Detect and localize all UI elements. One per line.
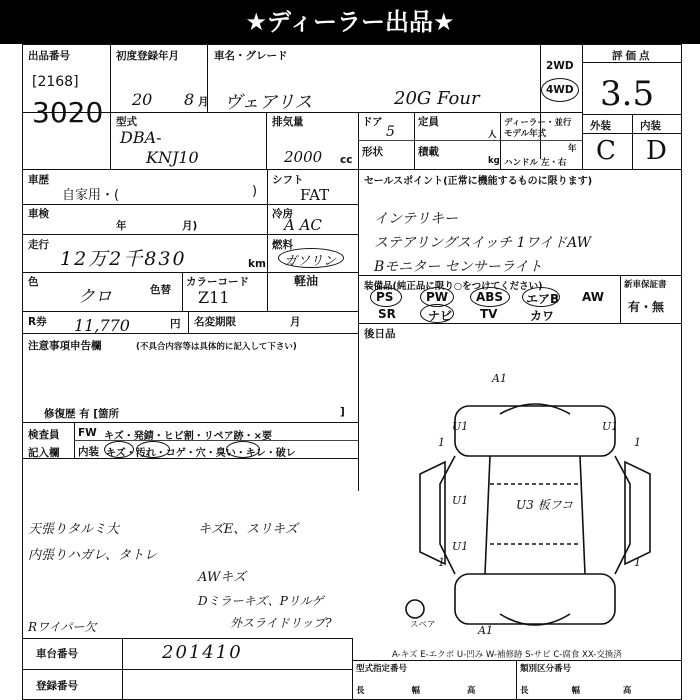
class-number-label: 類別区分番号 [520,664,572,674]
color-value: クロ [78,287,112,307]
mileage-label: 走行 [28,239,49,251]
recycle-label: R券 [28,316,47,328]
equip-navi: ナビ [428,309,453,323]
damage-u1-front-right: U1 [602,420,619,433]
model-prefix: DBA- [120,128,162,147]
sales-point-label: セールスポイント(正常に機能するものに限ります) [364,176,593,187]
inspection-label: 車検 [28,208,49,220]
color-code-value: Z11 [198,288,230,307]
int-odor-circle [226,441,260,458]
equip-abs-circle [470,287,510,307]
doors-value: 5 [386,124,395,140]
mileage-value: 12万2千830 [60,248,187,270]
damage-1-left-rear: 1 [438,556,445,569]
equip-airbag-circle [522,287,560,307]
type-designation-label: 型式指定番号 [356,664,408,674]
divider [516,660,517,700]
chassis-value: 201410 [162,642,243,663]
registration-month: 8 [184,90,195,109]
divider [582,62,682,63]
divider [22,311,358,312]
score-label: 評価点 [612,50,653,62]
equip-leather: カワ [530,309,555,323]
drive-2wd: 2WD [546,60,574,72]
remark-scratch: キズE、スリキズ [198,522,298,537]
fuel-label: 燃料 [272,239,293,251]
damage-u1-rear: U1 [452,540,469,553]
remark-aw: AWキズ [198,570,246,585]
dealer-banner: ★ディーラー出品★ [0,0,700,44]
remark-mirror: Dミラーキズ、Pリルゲ [198,594,324,608]
recycle-unit: 円 [170,318,181,330]
divider [266,112,267,169]
divider [22,169,682,170]
remark-ceiling: 天張りタルミ大 [28,522,120,537]
inspector-int: 内装 [78,446,99,458]
divider [632,114,633,169]
ac-value: A AC [284,216,322,234]
notes-label: 注意事項申告欄 [28,340,102,352]
divider [582,133,682,134]
inspector-label2: 記入欄 [28,447,60,459]
divider [352,660,682,661]
dealer-label: ディーラー・並行 [504,118,572,128]
fuel-gas-circle [278,248,344,268]
usage-label: 車歴 [28,174,49,186]
remark-panel: 内張りハガレ、タトレ [28,548,157,563]
equip-tv: TV [480,307,498,321]
displacement-value: 2000 [284,148,323,166]
registration-year: 20 [132,90,153,109]
equip-navi-circle [420,304,454,323]
handle-label: ハンドル 左・右 [504,158,567,168]
new-car-book-value: 有・無 [628,300,665,314]
divider [358,323,682,324]
displacement-unit: cc [340,154,353,166]
drive-4wd-circle [541,78,579,102]
divider [22,669,352,670]
dims-left: 長 幅 高 [356,686,476,696]
car-grade: 20G Four [394,88,480,109]
load-unit: kg [488,156,500,166]
lot-number: 3020 [32,96,104,129]
capacity-unit: 人 [488,130,497,140]
displacement-label: 排気量 [272,116,304,128]
model-label: 型式 [116,116,137,128]
divider [358,140,582,141]
recycle-value: 11,770 [74,316,130,335]
divider [620,275,621,323]
reg-no-label: 登録番号 [36,680,78,692]
damage-1-left-front: 1 [438,436,445,449]
damage-u3-roof: U3 板フコ [516,498,573,512]
divider [182,272,183,311]
int-dirt-circle [136,441,170,458]
score-int-label: 内装 [640,120,661,132]
spare-label: スペア [410,620,436,630]
registration-label: 初度登録年月 [116,50,179,62]
inspection-year-unit: 年 [116,220,127,232]
score-value: 3.5 [600,74,655,114]
equip-pw: PW [426,290,449,304]
divider [188,311,189,333]
divider [267,169,268,311]
color-code-label: カラーコード [186,276,249,288]
equip-airbag: エアB [526,292,560,306]
auction-sheet [22,44,682,700]
score-ext: C [596,136,616,166]
usage-close: ) [252,184,258,199]
shift-label: シフト [272,174,304,186]
lot-label: 出品番号 [28,50,70,62]
extra-label: 後日品 [364,328,396,340]
dims-right: 長 幅 高 [520,686,632,696]
divider [110,44,111,169]
damage-a1-top: A1 [492,372,507,385]
color-label: 色 [28,276,39,288]
fuel-gas: ガソリン [284,254,337,269]
damage-u1-front-left: U1 [452,420,469,433]
sales-point-line1: インテリキー [374,211,458,227]
remark-wiper: Rワイパー欠 [28,620,97,634]
drive-4wd: 4WD [546,84,574,96]
car-name: ヴェアリス [224,92,313,113]
model-year-unit: 年 [568,144,577,154]
model-year-label: モデル年式 [504,129,547,139]
capacity-label: 定員 [418,116,439,128]
doors-label: ドア [362,116,383,128]
sales-point-line2: ステアリングスイッチ 1ワイドAW [374,235,592,251]
usage-value: 自家用・( [62,188,120,203]
fix-period-month: 月 [290,316,301,328]
score-int: D [646,136,667,166]
load-label: 積載 [418,146,439,158]
color-change-label: 色替 [150,284,171,296]
int-scratch-circle [104,441,134,458]
damage-a1-bottom: A1 [478,624,493,637]
lot-sub-number: [2168] [32,74,79,90]
equip-sr: SR [378,307,396,321]
divider [22,333,358,334]
new-car-book-label: 新車保証書 [624,280,667,290]
chassis-label: 車台番号 [36,648,78,660]
model-code: KNJ10 [146,148,199,167]
damage-1-right-rear: 1 [634,556,641,569]
equip-ps-circle [370,287,402,307]
inspector-fw: FW [78,427,97,439]
divider [22,204,358,205]
remark-lip: 外スライドリップ? [230,616,332,630]
repair-history-close: ] [340,406,345,418]
divider [22,234,358,235]
divider [540,44,541,159]
shape-label: 形状 [362,146,383,158]
divider [22,638,352,639]
divider [22,422,358,423]
divider [358,169,359,491]
equip-aw: AW [582,290,604,304]
equip-abs: ABS [476,290,504,304]
damage-u1-side: U1 [452,494,469,507]
fuel-diesel: 軽油 [294,274,319,288]
inspector-fw-text: キズ・発錆・ヒビ割・リペア跡・×要 [104,431,272,442]
registration-month-unit: 月 [198,96,209,108]
mileage-unit: km [248,258,266,270]
ac-label: 冷房 [272,208,293,220]
repair-history: 修復歴 有 [箇所 [44,408,120,420]
damage-1-right-front: 1 [634,436,641,449]
divider [358,275,682,276]
equipment-label: 装備品(純正品に限り○をつけてください) [364,281,543,292]
damage-legend: A-キズ E-エクボ U-凹み W-補修跡 S-サビ C-腐食 XX-交換済 [392,650,622,660]
inspector-int-text: キズ・汚れ・コゲ・穴・臭い・キレ・破レ [106,448,296,459]
shift-value: FAT [300,186,330,204]
score-ext-label: 外装 [590,120,611,132]
inspection-month-unit: 月) [182,220,198,232]
car-name-label: 車名・グレード [214,50,288,62]
divider [352,638,353,700]
inspector-label: 検査員 [28,429,60,441]
equip-ps: PS [376,290,394,304]
fix-period-label: 名変期限 [194,316,236,328]
sales-point-line3: Bモニター センサーライト [374,259,543,275]
notes-sub: (不具合内容等は具体的に記入して下さい) [136,342,297,352]
